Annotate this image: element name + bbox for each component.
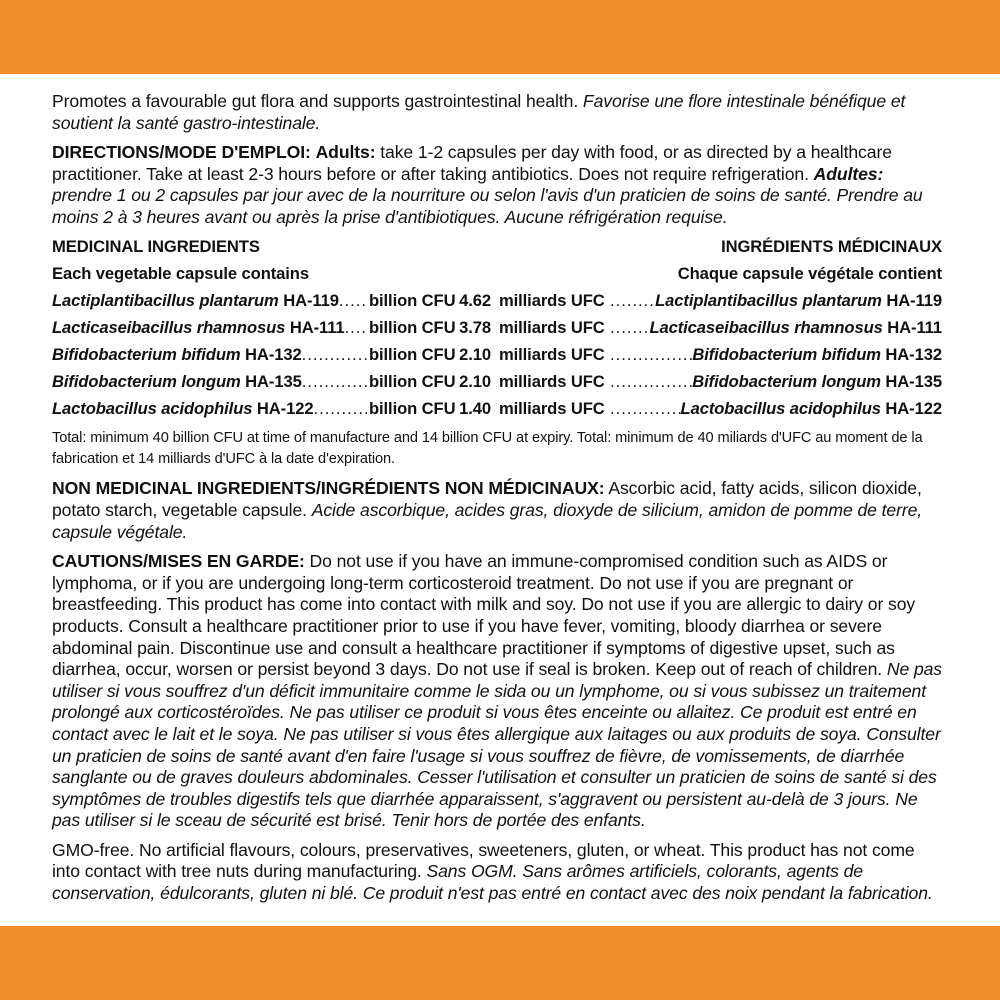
ingredient-name-en [52, 399, 367, 426]
non-medicinal-en: Ascorbic acid, fatty acids, silicon dioxide, potato starch, vegetable capsule. [52, 478, 922, 520]
unit-fr: milliards UFC [499, 290, 605, 310]
gmo-en: GMO-free. No artificial flavours, colours, preservatives, sweeteners, gluten, or wheat. This product has not come into contact with tree nuts during manufacturing. [52, 839, 915, 882]
strain-code: HA-135 [885, 371, 942, 391]
bottom-orange-band [0, 926, 1000, 1000]
ingredient-name-fr [610, 345, 942, 372]
leader-dots [345, 318, 367, 345]
strain-code: HA-111 [289, 317, 345, 337]
species-name: Bifidobacterium bifidum [52, 344, 241, 364]
leader-dots [313, 399, 367, 426]
intro-en: Promotes a favourable gut flora and supports gastrointestinal health. [52, 91, 579, 111]
label-text [52, 91, 942, 913]
species-name: Bifidobacterium bifidum [692, 344, 881, 364]
dose-value: 4.62 [459, 290, 491, 310]
ingredient-name-en [52, 372, 367, 399]
ingredient-name-fr [610, 399, 942, 426]
dose-value: 3.78 [459, 317, 491, 337]
species-name: Lactobacillus acidophilus [680, 398, 881, 418]
ingredient-name-en [52, 345, 367, 372]
ingredients-title-row [52, 237, 942, 264]
unit-fr: milliards UFC [499, 344, 605, 364]
strain-code: HA-119 [283, 290, 339, 310]
leader-dots [610, 372, 692, 399]
species-name: Lacticaseibacillus rhamnosus [649, 317, 883, 337]
leader-dots [302, 372, 367, 399]
leader-dots [339, 291, 367, 318]
leader-dots [610, 345, 692, 372]
directions-en: take 1-2 capsules per day with food, or as directed by a healthcare practitioner. Take at least 2-3 hours before or after taking antibiotics. Does not require refrigeration. [52, 142, 892, 184]
species-name: Bifidobacterium longum [692, 371, 881, 391]
unit-fr: milliards UFC [499, 317, 605, 337]
unit-en: billion CFU [369, 371, 456, 391]
dose-value: 1.40 [459, 398, 491, 418]
ingredient-name-fr [610, 291, 942, 318]
gmo-paragraph [52, 840, 942, 905]
intro-paragraph [52, 91, 942, 134]
ingredient-name-fr [610, 318, 942, 345]
leader-dots [610, 291, 655, 318]
strain-code: HA-132 [245, 344, 302, 364]
total-note: Total: minimum 40 billion CFU at time of manufacture and 14 billion CFU at expiry. Total: minimum de 40 miliards d'UFC au moment de la fabrication et 14 milliards d'UFC à la date d'expiration. [52, 429, 923, 467]
unit-fr: milliards UFC [499, 371, 605, 391]
strain-code: HA-132 [885, 344, 942, 364]
leader-dots [610, 399, 681, 426]
strain-code: HA-122 [885, 398, 942, 418]
non-medicinal-paragraph [52, 478, 942, 543]
medicinal-ingredients-table [52, 237, 942, 426]
cautions-en: Do not use if you have an immune-compromised condition such as AIDS or lymphoma, or if you are undergoing long-term corticosteroid treatment. Do not use if you are pregnant or breastfeeding. This product has come into contact with milk and soy. Do not use if you are allergic to dairy or soy products. Consult a healthcare practitioner prior to use if you have fever, vomiting, bloody diarrhea or severe abdominal pain. Discontinue use and consult a healthcare practitioner if symptoms of digestive upset, such as diarrhea, occur, worsen or persist beyond 3 days. Do not use if seal is broken. Keep out of reach of children. [52, 551, 916, 680]
adults-label: Adults: [315, 142, 376, 163]
dose-value: 2.10 [459, 344, 491, 364]
ingredient-row [52, 291, 942, 318]
strain-code: HA-119 [886, 290, 942, 310]
unit-en: billion CFU [369, 317, 456, 337]
directions-fr: prendre 1 ou 2 capsules par jour avec de la nourriture ou selon l'avis d'un praticien de soins de santé. Prendre au moins 2 à 3 heures avant ou après la prise d'antibiotiques. Aucune réfrigération requise. [52, 185, 923, 227]
ingredients-subtitle-row [52, 264, 942, 291]
unit-en: billion CFU [369, 398, 456, 418]
species-name: Lacticaseibacillus rhamnosus [52, 317, 286, 337]
leader-dots [302, 345, 367, 372]
directions-label: DIRECTIONS/MODE D'EMPLOI: [52, 142, 311, 163]
non-medicinal-label: NON MEDICINAL INGREDIENTS/INGRÉDIENTS NON MÉDICINAUX: [52, 478, 605, 499]
strain-code: HA-111 [887, 317, 942, 337]
ingredients-subtitle-fr: Chaque capsule végétale contient [677, 263, 942, 283]
strain-code: HA-135 [245, 371, 302, 391]
species-name: Lactiplantibacillus plantarum [52, 290, 279, 310]
dose-value: 2.10 [459, 371, 491, 391]
ingredient-row [52, 372, 942, 399]
ingredient-row [52, 399, 942, 426]
ingredients-subtitle-en: Each vegetable capsule contains [52, 263, 309, 283]
unit-en: billion CFU [369, 344, 456, 364]
ingredients-title-en: MEDICINAL INGREDIENTS [52, 236, 260, 256]
ingredient-name-en [52, 318, 367, 345]
ingredient-rows [52, 291, 942, 426]
top-orange-band [0, 0, 1000, 74]
species-name: Lactobacillus acidophilus [52, 398, 253, 418]
intro-fr: Favorise une flore intestinale bénéfique et soutient la santé gastro-intestinale. [52, 91, 906, 133]
species-name: Bifidobacterium longum [52, 371, 241, 391]
adultes-label: Adultes: [813, 163, 884, 184]
ingredients-title-fr: INGRÉDIENTS MÉDICINAUX [721, 236, 942, 256]
ingredient-row [52, 345, 942, 372]
ingredient-name-fr [610, 372, 942, 399]
cautions-label: CAUTIONS/MISES EN GARDE: [52, 551, 305, 572]
species-name: Lactiplantibacillus plantarum [655, 290, 882, 310]
gmo-fr: Sans OGM. Sans arômes artificiels, colorants, agents de conservation, édulcorants, gluten ni blé. Ce produit n'est pas entré en contact avec des noix pendant la fabrication. [52, 861, 933, 904]
strain-code: HA-122 [256, 398, 314, 418]
ingredient-name-en [52, 291, 367, 318]
unit-fr: milliards UFC [499, 398, 605, 418]
directions-paragraph [52, 142, 942, 228]
unit-en: billion CFU [369, 290, 456, 310]
ingredient-row [52, 318, 942, 345]
cautions-fr: Ne pas utiliser si vous souffrez d'un déficit immunitaire comme le sida ou un lymphome, ou si vous subissez un traitement prolongé aux corticostéroïdes. Ne pas utiliser ce produit si vous êtes enceinte ou allaitez. Ce produit est entré en contact avec le lait et le soya. Ne pas utiliser si vous êtes allergique aux laitages ou aux produits de soya. Consulter un praticien de soins de santé avant d'en faire l'usage si vous souffrez de fièvre, de vomissements, de diarrhée sanglante ou de graves douleurs abdominales. Cesser l'utilisation et consulter un praticien de soins de santé si des symptômes de troubles digestifs tels que diarrhée apparaissent, s'aggravent ou persistent au-delà de 3 jours. Ne pas utiliser si le sceau de sécurité est brisé. Tenir hors de portée des enfants. [52, 659, 943, 831]
leader-dots [610, 318, 649, 345]
cautions-paragraph [52, 551, 942, 832]
non-medicinal-fr: Acide ascorbique, acides gras, dioxyde de silicium, amidon de pomme de terre, capsule végétale. [52, 499, 923, 542]
